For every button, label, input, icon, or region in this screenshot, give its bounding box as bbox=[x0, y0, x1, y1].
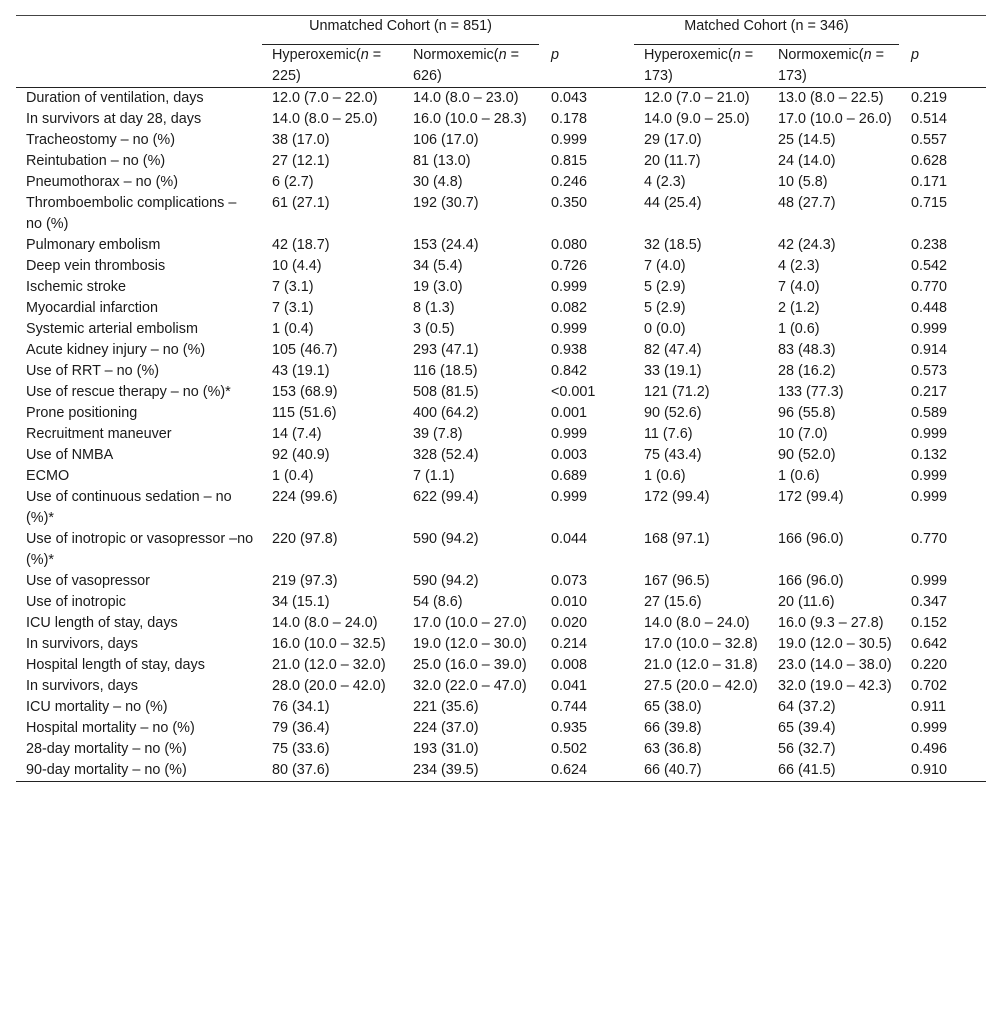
unmatched-p-cell: 0.999 bbox=[551, 489, 588, 505]
matched-hyperoxemic-cell: 66 (39.8) bbox=[644, 720, 702, 736]
row-label: In survivors, days bbox=[26, 678, 138, 694]
unmatched-normoxemic-cell: 590 (94.2) bbox=[413, 573, 479, 589]
matched-normoxemic-cell: 4 (2.3) bbox=[778, 258, 820, 274]
matched-hyperoxemic-cell: 14.0 (9.0 – 25.0) bbox=[644, 111, 750, 127]
table-row bbox=[16, 109, 986, 130]
unmatched-normoxemic-cell: 8 (1.3) bbox=[413, 300, 455, 316]
matched-p-cell: 0.171 bbox=[911, 174, 948, 190]
header-blank-2 bbox=[16, 45, 262, 88]
unmatched-normoxemic-cell: 16.0 (10.0 – 28.3) bbox=[413, 111, 527, 127]
unmatched-hyperoxemic-cell: 76 (34.1) bbox=[272, 699, 330, 715]
matched-normoxemic-cell: 166 (96.0) bbox=[778, 573, 844, 589]
table-row bbox=[16, 718, 986, 739]
matched-p-cell: 0.132 bbox=[911, 447, 948, 463]
unmatched-normoxemic-cell: 622 (99.4) bbox=[413, 489, 479, 505]
matched-normoxemic-cell: 48 (27.7) bbox=[778, 195, 836, 211]
table-row bbox=[16, 529, 986, 571]
matched-p-cell: 0.217 bbox=[911, 384, 948, 400]
unmatched-normoxemic-cell: 192 (30.7) bbox=[413, 195, 479, 211]
unmatched-normoxemic-cell: 106 (17.0) bbox=[413, 132, 479, 148]
row-label: Thromboembolic complications – no (%) bbox=[26, 195, 237, 232]
matched-p-cell: 0.999 bbox=[911, 489, 948, 505]
matched-hyperoxemic-cell: 44 (25.4) bbox=[644, 195, 702, 211]
row-label: Deep vein thrombosis bbox=[26, 258, 166, 274]
unmatched-hyperoxemic-cell: 6 (2.7) bbox=[272, 174, 314, 190]
unmatched-p-cell: 0.041 bbox=[551, 678, 588, 694]
table-row bbox=[16, 277, 986, 298]
matched-normoxemic-cell: 166 (96.0) bbox=[778, 531, 844, 547]
matched-hyperoxemic-cell: 33 (19.1) bbox=[644, 363, 702, 379]
row-label: ECMO bbox=[26, 468, 70, 484]
unmatched-normoxemic-cell: 32.0 (22.0 – 47.0) bbox=[413, 678, 527, 694]
matched-hyperoxemic-cell: 7 (4.0) bbox=[644, 258, 686, 274]
row-label: Hospital length of stay, days bbox=[26, 657, 205, 673]
matched-hyperoxemic-cell: 5 (2.9) bbox=[644, 300, 686, 316]
unmatched-hyperoxemic-cell: 42 (18.7) bbox=[272, 237, 330, 253]
unmatched-hyperoxemic-header: Hyperoxemic(n = 225) bbox=[262, 45, 403, 88]
matched-normoxemic-cell: 66 (41.5) bbox=[768, 760, 901, 782]
table-row bbox=[16, 760, 986, 782]
matched-p-cell: 0.999 bbox=[911, 321, 948, 337]
matched-p-cell: 0.448 bbox=[911, 300, 948, 316]
unmatched-cohort-label: Unmatched Cohort (n = 851) bbox=[262, 16, 539, 45]
table-row bbox=[16, 592, 986, 613]
table-row bbox=[16, 382, 986, 403]
matched-p-cell: 0.911 bbox=[911, 699, 946, 715]
unmatched-hyperoxemic-cell: 14.0 (8.0 – 25.0) bbox=[272, 111, 378, 127]
matched-hyperoxemic-cell: 32 (18.5) bbox=[644, 237, 702, 253]
matched-p-cell: 0.999 bbox=[911, 468, 948, 484]
table-row bbox=[16, 319, 986, 340]
unmatched-normoxemic-cell: 7 (1.1) bbox=[413, 468, 455, 484]
table-row bbox=[16, 235, 986, 256]
matched-normoxemic-cell: 25 (14.5) bbox=[778, 132, 836, 148]
matched-normoxemic-cell: 19.0 (12.0 – 30.5) bbox=[778, 636, 892, 652]
matched-normoxemic-header: Normoxemic(n = 173) bbox=[768, 45, 901, 88]
matched-hyperoxemic-cell: 172 (99.4) bbox=[644, 489, 710, 505]
unmatched-p-cell: 0.624 bbox=[541, 760, 634, 782]
matched-normoxemic-cell: 16.0 (9.3 – 27.8) bbox=[778, 615, 884, 631]
unmatched-hyperoxemic-cell: 34 (15.1) bbox=[272, 594, 330, 610]
unmatched-hyperoxemic-cell: 1 (0.4) bbox=[272, 321, 314, 337]
unmatched-hyperoxemic-cell: 21.0 (12.0 – 32.0) bbox=[272, 657, 386, 673]
row-label: Ischemic stroke bbox=[26, 279, 126, 295]
table-row bbox=[16, 697, 986, 718]
matched-p-cell: 0.542 bbox=[911, 258, 948, 274]
unmatched-normoxemic-cell: 590 (94.2) bbox=[413, 531, 479, 547]
table-body bbox=[16, 88, 986, 782]
matched-normoxemic-cell: 83 (48.3) bbox=[778, 342, 836, 358]
unmatched-p-cell: 0.744 bbox=[551, 699, 588, 715]
row-label: Pneumothorax – no (%) bbox=[26, 174, 178, 190]
matched-hyperoxemic-cell: 1 (0.6) bbox=[644, 468, 686, 484]
unmatched-p-cell: 0.082 bbox=[551, 300, 588, 316]
table-row bbox=[16, 361, 986, 382]
unmatched-normoxemic-cell: 328 (52.4) bbox=[413, 447, 479, 463]
table-row bbox=[16, 193, 986, 235]
unmatched-p-cell: 0.214 bbox=[551, 636, 588, 652]
unmatched-normoxemic-cell: 234 (39.5) bbox=[403, 760, 541, 782]
matched-p-cell: 0.152 bbox=[911, 615, 948, 631]
unmatched-hyperoxemic-cell: 38 (17.0) bbox=[272, 132, 330, 148]
matched-normoxemic-cell: 42 (24.3) bbox=[778, 237, 836, 253]
table-row bbox=[16, 655, 986, 676]
unmatched-p-cell: 0.999 bbox=[551, 132, 588, 148]
unmatched-normoxemic-cell: 30 (4.8) bbox=[413, 174, 463, 190]
unmatched-p-cell: 0.178 bbox=[551, 111, 588, 127]
table-row bbox=[16, 130, 986, 151]
unmatched-normoxemic-cell: 221 (35.6) bbox=[413, 699, 479, 715]
matched-hyperoxemic-cell: 29 (17.0) bbox=[644, 132, 702, 148]
row-label: Use of vasopressor bbox=[26, 573, 150, 589]
matched-hyperoxemic-cell: 168 (97.1) bbox=[644, 531, 710, 547]
table-row bbox=[16, 571, 986, 592]
table-row bbox=[16, 466, 986, 487]
matched-p-cell: 0.770 bbox=[911, 279, 948, 295]
matched-normoxemic-cell: 23.0 (14.0 – 38.0) bbox=[778, 657, 892, 673]
matched-normoxemic-cell: 1 (0.6) bbox=[778, 321, 820, 337]
row-label: In survivors, days bbox=[26, 636, 138, 652]
table-row bbox=[16, 613, 986, 634]
unmatched-hyperoxemic-cell: 16.0 (10.0 – 32.5) bbox=[272, 636, 386, 652]
unmatched-hyperoxemic-cell: 75 (33.6) bbox=[272, 741, 330, 757]
table-row bbox=[16, 487, 986, 529]
matched-p-cell: 0.642 bbox=[911, 636, 948, 652]
matched-normoxemic-cell: 56 (32.7) bbox=[778, 741, 836, 757]
matched-hyperoxemic-cell: 20 (11.7) bbox=[644, 153, 701, 169]
row-label: Prone positioning bbox=[26, 405, 138, 421]
matched-normoxemic-cell: 90 (52.0) bbox=[778, 447, 836, 463]
unmatched-hyperoxemic-cell: 115 (51.6) bbox=[272, 405, 337, 421]
matched-normoxemic-cell: 65 (39.4) bbox=[778, 720, 836, 736]
matched-p-cell: 0.999 bbox=[911, 573, 948, 589]
unmatched-hyperoxemic-cell: 12.0 (7.0 – 22.0) bbox=[272, 90, 378, 106]
matched-hyperoxemic-cell: 0 (0.0) bbox=[644, 321, 686, 337]
unmatched-hyperoxemic-cell: 27 (12.1) bbox=[272, 153, 330, 169]
matched-p-cell: 0.347 bbox=[911, 594, 948, 610]
matched-p-cell: 0.914 bbox=[911, 342, 948, 358]
unmatched-normoxemic-cell: 293 (47.1) bbox=[413, 342, 479, 358]
unmatched-hyperoxemic-cell: 10 (4.4) bbox=[272, 258, 322, 274]
matched-normoxemic-cell: 20 (11.6) bbox=[778, 594, 835, 610]
row-label: Acute kidney injury – no (%) bbox=[26, 342, 206, 358]
unmatched-hyperoxemic-cell: 219 (97.3) bbox=[272, 573, 338, 589]
matched-hyperoxemic-cell: 90 (52.6) bbox=[644, 405, 702, 421]
matched-p-cell: 0.628 bbox=[911, 153, 948, 169]
unmatched-normoxemic-cell: 34 (5.4) bbox=[413, 258, 463, 274]
unmatched-p-cell: 0.080 bbox=[551, 237, 588, 253]
table-row bbox=[16, 256, 986, 277]
unmatched-p-cell: 0.999 bbox=[551, 321, 588, 337]
row-label: Use of inotropic bbox=[26, 594, 126, 610]
matched-hyperoxemic-cell: 14.0 (8.0 – 24.0) bbox=[644, 615, 750, 631]
unmatched-p-cell: 0.935 bbox=[551, 720, 588, 736]
matched-p-cell: 0.910 bbox=[901, 760, 986, 782]
unmatched-p-cell: 0.842 bbox=[551, 363, 588, 379]
unmatched-p-cell: 0.999 bbox=[551, 279, 588, 295]
unmatched-p-cell: 0.502 bbox=[551, 741, 588, 757]
unmatched-hyperoxemic-cell: 61 (27.1) bbox=[272, 195, 330, 211]
unmatched-hyperoxemic-cell: 7 (3.1) bbox=[272, 300, 314, 316]
unmatched-p-cell: <0.001 bbox=[551, 384, 596, 400]
table-row bbox=[16, 151, 986, 172]
matched-hyperoxemic-cell: 17.0 (10.0 – 32.8) bbox=[644, 636, 758, 652]
matched-p-cell: 0.715 bbox=[911, 195, 948, 211]
unmatched-p-cell: 0.938 bbox=[551, 342, 588, 358]
matched-hyperoxemic-cell: 66 (40.7) bbox=[634, 760, 768, 782]
row-label: 28-day mortality – no (%) bbox=[26, 741, 187, 757]
unmatched-normoxemic-cell: 116 (18.5) bbox=[413, 363, 478, 379]
table-row bbox=[16, 88, 986, 110]
matched-normoxemic-cell: 7 (4.0) bbox=[778, 279, 820, 295]
unmatched-hyperoxemic-cell: 224 (99.6) bbox=[272, 489, 338, 505]
unmatched-hyperoxemic-cell: 80 (37.6) bbox=[262, 760, 403, 782]
row-label: Hospital mortality – no (%) bbox=[26, 720, 195, 736]
matched-cohort-header bbox=[634, 16, 986, 46]
unmatched-hyperoxemic-cell: 105 (46.7) bbox=[272, 342, 338, 358]
matched-hyperoxemic-cell: 27 (15.6) bbox=[644, 594, 702, 610]
unmatched-normoxemic-header: Normoxemic(n = 626) bbox=[403, 45, 541, 88]
unmatched-p-cell: 0.726 bbox=[551, 258, 588, 274]
unmatched-hyperoxemic-cell: 1 (0.4) bbox=[272, 468, 314, 484]
table-row bbox=[16, 739, 986, 760]
matched-normoxemic-cell: 13.0 (8.0 – 22.5) bbox=[778, 90, 884, 106]
unmatched-p-cell: 0.008 bbox=[551, 657, 588, 673]
unmatched-normoxemic-cell: 17.0 (10.0 – 27.0) bbox=[413, 615, 527, 631]
row-label: Use of NMBA bbox=[26, 447, 114, 463]
unmatched-p-cell: 0.001 bbox=[551, 405, 588, 421]
matched-normoxemic-cell: 96 (55.8) bbox=[778, 405, 836, 421]
matched-p-cell: 0.219 bbox=[911, 90, 948, 106]
unmatched-normoxemic-cell: 193 (31.0) bbox=[413, 741, 479, 757]
table-row bbox=[16, 298, 986, 319]
row-label: Recruitment maneuver bbox=[26, 426, 172, 442]
matched-normoxemic-cell: 17.0 (10.0 – 26.0) bbox=[778, 111, 892, 127]
unmatched-normoxemic-cell: 400 (64.2) bbox=[413, 405, 479, 421]
unmatched-normoxemic-cell: 224 (37.0) bbox=[413, 720, 479, 736]
unmatched-p-cell: 0.246 bbox=[551, 174, 588, 190]
row-label: Use of rescue therapy – no (%)* bbox=[26, 384, 231, 400]
row-label: 90-day mortality – no (%) bbox=[16, 760, 262, 782]
unmatched-normoxemic-cell: 14.0 (8.0 – 23.0) bbox=[413, 90, 519, 106]
table-row bbox=[16, 634, 986, 655]
matched-hyperoxemic-header: Hyperoxemic(n = 173) bbox=[634, 45, 768, 88]
matched-p-cell: 0.573 bbox=[911, 363, 948, 379]
matched-hyperoxemic-cell: 167 (96.5) bbox=[644, 573, 710, 589]
unmatched-hyperoxemic-cell: 220 (97.8) bbox=[272, 531, 338, 547]
unmatched-normoxemic-cell: 39 (7.8) bbox=[413, 426, 463, 442]
unmatched-normoxemic-cell: 3 (0.5) bbox=[413, 321, 455, 337]
matched-p-cell: 0.589 bbox=[911, 405, 948, 421]
matched-normoxemic-cell: 172 (99.4) bbox=[778, 489, 844, 505]
unmatched-normoxemic-cell: 19.0 (12.0 – 30.0) bbox=[413, 636, 527, 652]
matched-hyperoxemic-cell: 65 (38.0) bbox=[644, 699, 702, 715]
row-label: ICU mortality – no (%) bbox=[26, 699, 168, 715]
matched-p-cell: 0.999 bbox=[911, 720, 948, 736]
outcomes-table bbox=[16, 15, 986, 782]
unmatched-p-cell: 0.350 bbox=[551, 195, 588, 211]
unmatched-hyperoxemic-cell: 79 (36.4) bbox=[272, 720, 330, 736]
row-label: Reintubation – no (%) bbox=[26, 153, 166, 169]
unmatched-p-cell: 0.010 bbox=[551, 594, 588, 610]
row-label: Systemic arterial embolism bbox=[26, 321, 198, 337]
matched-p-cell: 0.238 bbox=[911, 237, 948, 253]
unmatched-p-header: p bbox=[541, 45, 634, 88]
table-row bbox=[16, 403, 986, 424]
matched-p-cell: 0.557 bbox=[911, 132, 948, 148]
matched-hyperoxemic-cell: 5 (2.9) bbox=[644, 279, 686, 295]
unmatched-p-cell: 0.044 bbox=[551, 531, 588, 547]
matched-hyperoxemic-cell: 121 (71.2) bbox=[644, 384, 710, 400]
matched-p-cell: 0.220 bbox=[911, 657, 948, 673]
matched-p-cell: 0.496 bbox=[911, 741, 948, 757]
unmatched-hyperoxemic-cell: 153 (68.9) bbox=[272, 384, 338, 400]
matched-hyperoxemic-cell: 75 (43.4) bbox=[644, 447, 702, 463]
unmatched-p-cell: 0.073 bbox=[551, 573, 588, 589]
table-row bbox=[16, 172, 986, 193]
matched-hyperoxemic-cell: 63 (36.8) bbox=[644, 741, 702, 757]
matched-p-cell: 0.702 bbox=[911, 678, 948, 694]
row-label: ICU length of stay, days bbox=[26, 615, 178, 631]
matched-p-cell: 0.999 bbox=[911, 426, 948, 442]
matched-normoxemic-cell: 133 (77.3) bbox=[778, 384, 844, 400]
unmatched-hyperoxemic-cell: 43 (19.1) bbox=[272, 363, 330, 379]
unmatched-normoxemic-cell: 508 (81.5) bbox=[413, 384, 479, 400]
unmatched-p-cell: 0.003 bbox=[551, 447, 588, 463]
matched-cohort-label: Matched Cohort (n = 346) bbox=[634, 16, 899, 45]
row-label: Use of RRT – no (%) bbox=[26, 363, 160, 379]
table-row bbox=[16, 445, 986, 466]
matched-normoxemic-cell: 28 (16.2) bbox=[778, 363, 836, 379]
row-label: Tracheostomy – no (%) bbox=[26, 132, 176, 148]
matched-hyperoxemic-cell: 82 (47.4) bbox=[644, 342, 702, 358]
unmatched-hyperoxemic-cell: 7 (3.1) bbox=[272, 279, 314, 295]
matched-hyperoxemic-cell: 11 (7.6) bbox=[644, 426, 693, 442]
unmatched-hyperoxemic-cell: 28.0 (20.0 – 42.0) bbox=[272, 678, 386, 694]
table-row bbox=[16, 676, 986, 697]
unmatched-p-cell: 0.020 bbox=[551, 615, 588, 631]
matched-p-cell: 0.514 bbox=[911, 111, 948, 127]
unmatched-p-cell: 0.999 bbox=[551, 426, 588, 442]
unmatched-hyperoxemic-cell: 14.0 (8.0 – 24.0) bbox=[272, 615, 378, 631]
unmatched-p-cell: 0.043 bbox=[551, 90, 588, 106]
group-header-row bbox=[16, 16, 986, 46]
unmatched-normoxemic-cell: 54 (8.6) bbox=[413, 594, 463, 610]
unmatched-hyperoxemic-cell: 14 (7.4) bbox=[272, 426, 322, 442]
unmatched-p-cell: 0.815 bbox=[551, 153, 588, 169]
matched-normoxemic-cell: 1 (0.6) bbox=[778, 468, 820, 484]
table-row bbox=[16, 424, 986, 445]
matched-hyperoxemic-cell: 27.5 (20.0 – 42.0) bbox=[644, 678, 758, 694]
row-label: Use of inotropic or vasopressor –no (%)* bbox=[26, 531, 254, 568]
unmatched-cohort-header bbox=[262, 16, 634, 46]
row-label: In survivors at day 28, days bbox=[26, 111, 202, 127]
row-label: Pulmonary embolism bbox=[26, 237, 161, 253]
unmatched-p-cell: 0.689 bbox=[551, 468, 588, 484]
matched-hyperoxemic-cell: 4 (2.3) bbox=[644, 174, 686, 190]
sub-header-row bbox=[16, 45, 986, 88]
table-row bbox=[16, 340, 986, 361]
matched-normoxemic-cell: 10 (7.0) bbox=[778, 426, 828, 442]
matched-normoxemic-cell: 2 (1.2) bbox=[778, 300, 820, 316]
row-label: Duration of ventilation, days bbox=[26, 90, 204, 106]
header-blank bbox=[16, 16, 262, 46]
matched-hyperoxemic-cell: 12.0 (7.0 – 21.0) bbox=[644, 90, 750, 106]
row-label: Use of continuous sedation – no (%)* bbox=[26, 489, 232, 526]
unmatched-normoxemic-cell: 153 (24.4) bbox=[413, 237, 479, 253]
unmatched-normoxemic-cell: 81 (13.0) bbox=[413, 153, 471, 169]
matched-p-header: p bbox=[901, 45, 986, 88]
unmatched-normoxemic-cell: 19 (3.0) bbox=[413, 279, 463, 295]
matched-normoxemic-cell: 64 (37.2) bbox=[778, 699, 836, 715]
matched-hyperoxemic-cell: 21.0 (12.0 – 31.8) bbox=[644, 657, 758, 673]
row-label: Myocardial infarction bbox=[26, 300, 158, 316]
matched-normoxemic-cell: 24 (14.0) bbox=[778, 153, 836, 169]
unmatched-hyperoxemic-cell: 92 (40.9) bbox=[272, 447, 330, 463]
matched-p-cell: 0.770 bbox=[911, 531, 948, 547]
unmatched-normoxemic-cell: 25.0 (16.0 – 39.0) bbox=[413, 657, 527, 673]
matched-normoxemic-cell: 10 (5.8) bbox=[778, 174, 828, 190]
matched-normoxemic-cell: 32.0 (19.0 – 42.3) bbox=[778, 678, 892, 694]
